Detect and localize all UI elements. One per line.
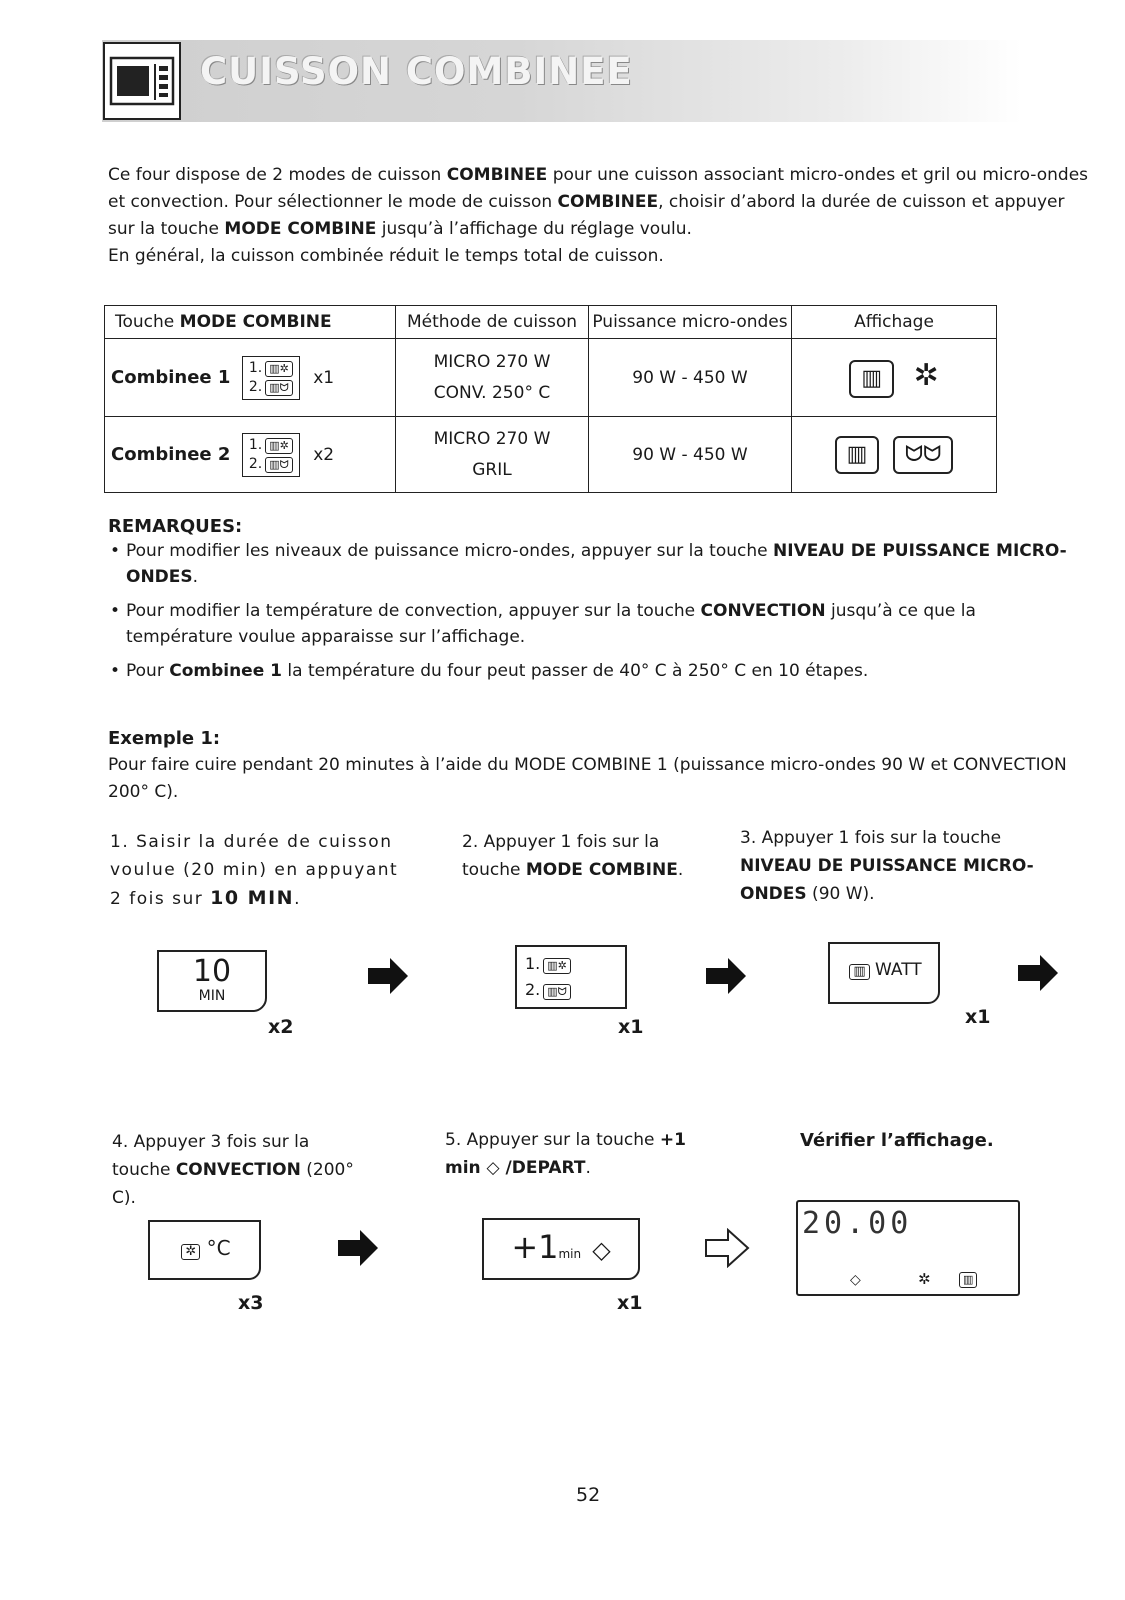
step-3-text: 3. Appuyer 1 fois sur la touche NIVEAU DE PUISSANCE MICRO-ONDES (90 W).	[740, 828, 1034, 904]
combine-mode-table	[104, 305, 997, 493]
arrow-right-icon	[706, 958, 746, 994]
grill-icon: ᗢᗢ	[893, 436, 954, 474]
lcd-digits: 20.00	[802, 1206, 913, 1241]
col-touche: Touche MODE COMBINE	[105, 306, 396, 339]
remarks-list	[108, 538, 1083, 692]
example-title: Exemple 1:	[108, 728, 221, 749]
col-puissance: Puissance micro-ondes	[589, 306, 792, 339]
example-text: Pour faire cuire pendant 20 minutes à l’aide du MODE COMBINE 1 (puissance micro-ondes 90 W et CONVECTION 200° C).	[108, 755, 1067, 802]
start-icon: ◇	[592, 1236, 611, 1264]
start-icon: ◇	[850, 1272, 861, 1288]
fan-icon: ✲	[181, 1244, 200, 1260]
page-title: CUISSON COMBINEE	[200, 50, 633, 93]
table-row: Combinee 2 1. ▥✲ 2. ▥ᗢ x2 MICRO 270 W GRIL 90 W - 450 W ▥ ᗢᗢ	[105, 417, 997, 493]
fan-icon: ✲	[913, 357, 939, 393]
power-level-button[interactable]: ▥ WATT	[828, 942, 940, 1004]
10-min-button[interactable]: 10 MIN	[157, 950, 267, 1012]
row-name: Combinee 1	[111, 366, 231, 388]
table-row: Combinee 1 1. ▥✲ 2. ▥ᗢ x1 MICRO 270 W CONV. 250° C 90 W - 450 W ▥ ✲	[105, 339, 997, 417]
list-item: • Pour modifier les niveaux de puissance micro-ondes, appuyer sur la touche NIVEAU DE PUISSANCE MICRO-ONDES.	[108, 538, 1083, 590]
mode-combine-button[interactable]: 1. ▥✲ 2. ▥ᗢ	[515, 945, 627, 1009]
step-1-text: 1. Saisir la durée de cuisson voulue (20 min) en appuyant 2 fois sur 10 MIN.	[110, 832, 399, 909]
arrow-right-icon	[338, 1230, 378, 1266]
page-number: 52	[576, 1484, 601, 1506]
mode-combine-key: 1. ▥✲ 2. ▥ᗢ	[242, 356, 300, 400]
microwave-display-icon: ▥	[959, 1272, 977, 1288]
microwave-icon	[103, 42, 181, 120]
convection-button[interactable]: ✲ °C	[148, 1220, 261, 1280]
step-2-text: 2. Appuyer 1 fois sur la touche MODE COMBINE.	[462, 832, 684, 880]
microwave-display-icon: ▥	[849, 360, 894, 398]
outline-arrow-right-icon	[704, 1228, 750, 1268]
fan-icon: ✲	[918, 1270, 931, 1288]
microwave-display-icon: ▥	[835, 436, 880, 474]
arrow-right-icon	[1018, 955, 1058, 991]
lcd-display	[796, 1200, 1020, 1296]
list-item: • Pour Combinee 1 la température du four peut passer de 40° C à 250° C en 10 étapes.	[108, 658, 1083, 684]
col-methode: Méthode de cuisson	[396, 306, 589, 339]
mode-combine-key: 1. ▥✲ 2. ▥ᗢ	[242, 433, 300, 477]
plus-1-min-start-button[interactable]: +1min ◇	[482, 1218, 640, 1280]
arrow-right-icon	[368, 958, 408, 994]
list-item: • Pour modifier la température de convection, appuyer sur la touche CONVECTION jusqu’à ce que la température voulue apparaisse sur l’affichage.	[108, 598, 1083, 650]
remarks-title: REMARQUES:	[108, 516, 243, 537]
row-name: Combinee 2	[111, 443, 231, 465]
step-4-text: 4. Appuyer 3 fois sur la touche CONVECTION (200° C).	[112, 1132, 354, 1208]
verify-label: Vérifier l’affichage.	[800, 1130, 994, 1151]
step-5-text: 5. Appuyer sur la touche +1 min ◇ /DEPART.	[445, 1130, 686, 1178]
intro-text: Ce four dispose de 2 modes de cuisson COMBINEE pour une cuisson associant micro-ondes et gril ou micro-ondes et convection. Pour sélectionner le mode de cuisson COMBINEE, choisir d’abord la durée de cuisson et appuyer sur la touche MODE COMBINE jusqu’à l’affichage du réglage voulu. En général, la cuisson combinée réduit le temps total de cuisson.	[108, 165, 1089, 266]
col-affichage: Affichage	[792, 306, 997, 339]
